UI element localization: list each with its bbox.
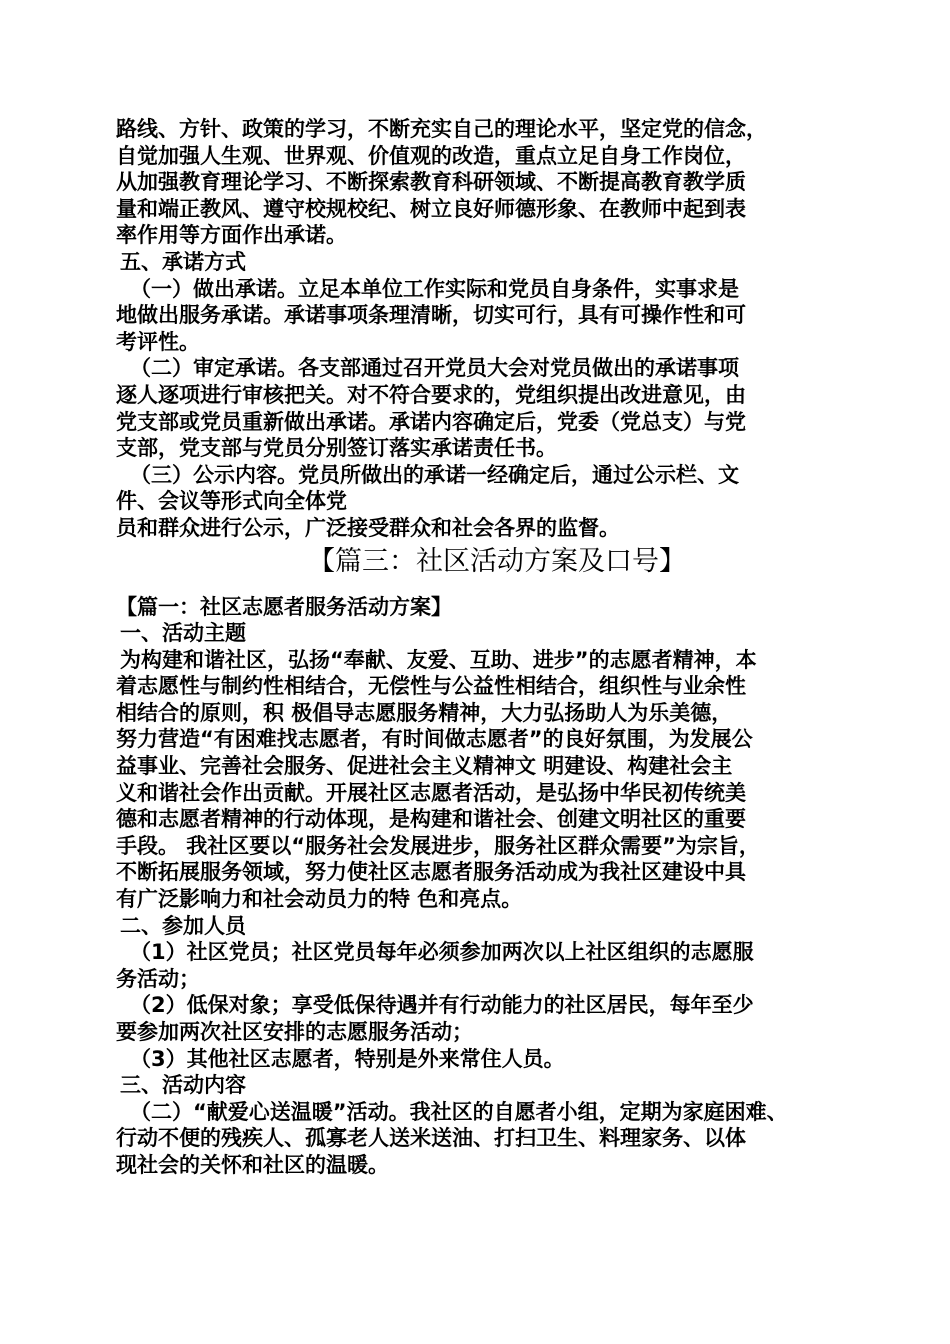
text-line: 为构建和谐社区，弘扬“奉献、友爱、互助、进步”的志愿者精神，本 (120, 647, 757, 672)
text-line: 五、承诺方式 (120, 249, 246, 274)
text-line: 逐人逐项进行审核把关。对不符合要求的，党组织提出改进意见，由 (116, 382, 746, 407)
text-line: （2）低保对象；享受低保待遇并有行动能力的社区居民，每年至少 (130, 993, 754, 1018)
text-line: 务活动； (116, 966, 200, 991)
text-line: 义和谐社会作出贡献。开展社区志愿者活动，是弘扬中华民初传统美 (116, 780, 746, 805)
section-commitment (116, 116, 838, 542)
text-line: 益事业、完善社会服务、促进社会主义精神文 明建设、构建社会主 (116, 754, 733, 779)
text-line: 地做出服务承诺。承诺事项条理清晰，切实可行，具有可操作性和可 (116, 303, 746, 328)
text-line: 一、活动主题 (120, 621, 246, 646)
text-line: （二）“献爱心送温暖”活动。我社区的自愿者小组，定期为家庭困难、 (130, 1099, 788, 1124)
text-line: 件、会议等形式向全体党 (116, 489, 347, 514)
text-line: 率作用等方面作出承诺。 (116, 223, 347, 248)
section-volunteer-plan (116, 594, 838, 1179)
text-line: 不断拓展服务领域，努力使社区志愿者服务活动成为我社区建设中具 (116, 860, 746, 885)
text-line: 着志愿性与制约性相结合，无偿性与公益性相结合，组织性与业余性 (116, 674, 746, 699)
document-title: 【篇三：社区活动方案及口号】 (308, 545, 686, 577)
text-line: （三）公示内容。党员所做出的承诺一经确定后，通过公示栏、文 (130, 462, 739, 487)
text-line: （二）审定承诺。各支部通过召开党员大会对党员做出的承诺事项 (130, 356, 739, 381)
text-line: （一）做出承诺。立足本单位工作实际和党员自身条件，实事求是 (130, 276, 739, 301)
text-line: 党支部或党员重新做出承诺。承诺内容确定后，党委（党总支）与党 (116, 409, 746, 434)
text-line: 量和端正教风、遵守校规校纪、树立良好师德形象、在教师中起到表 (116, 196, 746, 221)
text-line: （1）社区党员；社区党员每年必须参加两次以上社区组织的志愿服 (130, 940, 754, 965)
text-line: （3）其他社区志愿者，特别是外来常住人员。 (130, 1046, 565, 1071)
text-line: 支部，党支部与党员分别签订落实承诺责任书。 (116, 436, 557, 461)
text-line: 【篇一：社区志愿者服务活动方案】 (116, 594, 452, 619)
text-line: 努力营造“有困难找志愿者，有时间做志愿者”的良好氛围，为发展公 (116, 727, 753, 752)
text-line: 有广泛影响力和社会动员力的特 色和亮点。 (116, 887, 523, 912)
text-line: 员和群众进行公示，广泛接受群众和社会各界的监督。 (116, 515, 620, 540)
text-line: 二、参加人员 (120, 913, 246, 938)
text-line: 现社会的关怀和社区的温暖。 (116, 1152, 389, 1177)
text-line: 三、活动内容 (120, 1073, 246, 1098)
text-line: 相结合的原则，积 极倡导志愿服务精神，大力弘扬助人为乐美德， (116, 700, 733, 725)
text-line: 从加强教育理论学习、不断探索教育科研领域、不断提高教育教学质 (116, 170, 746, 195)
text-line: 路线、方针、政策的学习，不断充实自己的理论水平，坚定党的信念， (116, 117, 767, 141)
text-line: 要参加两次社区安排的志愿服务活动； (116, 1020, 473, 1044)
text-line: 行动不便的残疾人、孤寡老人送米送油、打扫卫生、料理家务、以体 (116, 1126, 746, 1151)
text-line: 德和志愿者精神的行动体现，是构建和谐社会、创建文明社区的重要 (116, 807, 746, 832)
text-line: 自觉加强人生观、世界观、价值观的改造，重点立足自身工作岗位， (116, 143, 746, 168)
text-line: 考评性。 (116, 329, 200, 354)
document-body (116, 116, 838, 1179)
text-line: 手段。 我社区要以“服务社会发展进步，服务社区群众需要”为宗旨， (116, 833, 760, 858)
